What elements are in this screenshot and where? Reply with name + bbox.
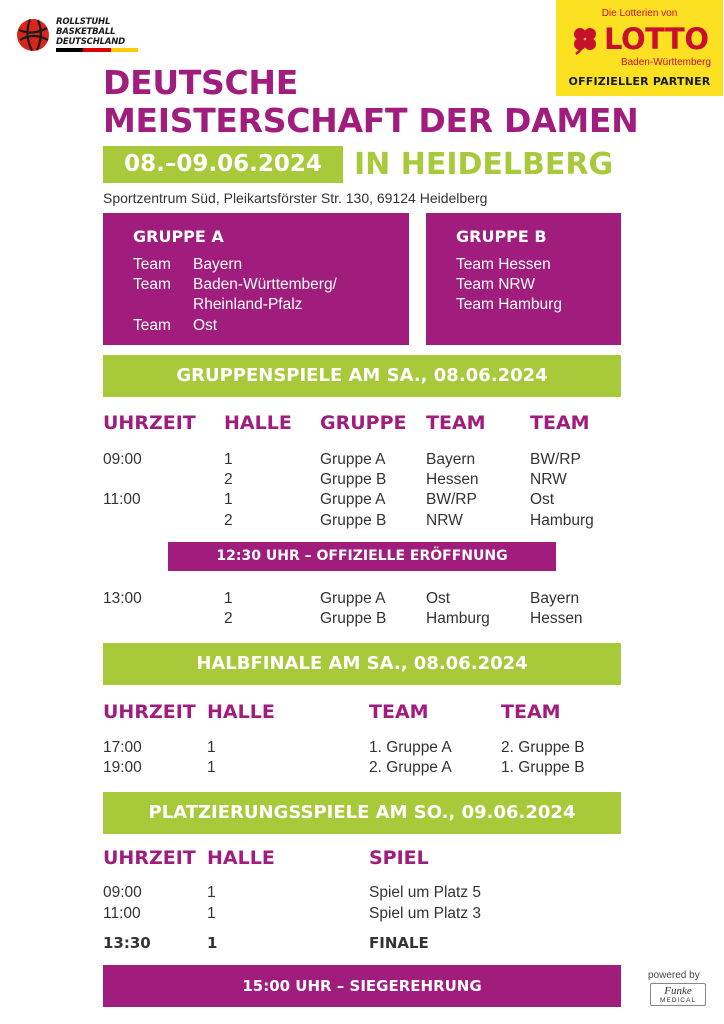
group-a-team: Team Baden-Württemberg/	[133, 276, 337, 293]
clover-icon	[570, 25, 600, 55]
group-b-title: GRUPPE B	[456, 227, 547, 246]
group-b-box	[426, 213, 621, 345]
group-a-team: Rheinland-Pfalz	[193, 296, 303, 313]
cell-team: BW/RP	[530, 451, 581, 468]
cell-time: 11:00	[103, 491, 141, 508]
placement-banner: PLATZIERUNGSSPIELE AM SO., 09.06.2024	[103, 792, 621, 834]
cell-time: 19:00	[103, 759, 142, 776]
cell-team: Hessen	[426, 471, 479, 488]
cell-group: Gruppe B	[320, 610, 387, 627]
final-game: FINALE	[369, 934, 429, 952]
cell-game: Spiel um Platz 3	[369, 905, 481, 922]
col-header-hall: HALLE	[207, 847, 275, 869]
event-city: IN HEIDELBERG	[354, 147, 614, 182]
cell-team: Bayern	[530, 590, 580, 607]
cell-team: Ost	[530, 491, 555, 508]
cell-team: 2. Gruppe A	[369, 759, 452, 776]
cell-team: Hamburg	[530, 512, 594, 529]
col-header-team: TEAM	[501, 701, 561, 723]
cell-hall: 1	[207, 884, 216, 901]
col-header-team: TEAM	[369, 701, 429, 723]
page-title: DEUTSCHE MEISTERSCHAFT DER DAMEN	[103, 63, 639, 140]
rbd-logo-text: ROLLSTUHL BASKETBALL DEUTSCHLAND	[56, 17, 125, 47]
cell-hall: 1	[207, 739, 216, 756]
group-a-box	[103, 213, 409, 345]
event-date: 08.–09.06.2024	[103, 146, 343, 183]
cell-time: 09:00	[103, 884, 142, 901]
partner-label: OFFIZIELLER PARTNER	[568, 75, 711, 88]
group-b-team: Team Hamburg	[456, 296, 562, 313]
semifinal-banner: HALBFINALE AM SA., 08.06.2024	[103, 643, 621, 685]
cell-time: 13:00	[103, 590, 142, 607]
opening-banner: 12:30 UHR – OFFIZIELLE ERÖFFNUNG	[168, 542, 556, 571]
col-header-time: UHRZEIT	[103, 412, 196, 434]
group-b-team: Team Hessen	[456, 256, 551, 273]
cell-hall: 1	[224, 451, 233, 468]
funke-medical-logo	[650, 983, 706, 1006]
cell-group: Gruppe A	[320, 491, 386, 508]
cell-group: Gruppe A	[320, 451, 386, 468]
cell-hall: 2	[224, 512, 233, 529]
funke-brand: Funke	[664, 985, 692, 997]
col-header-hall: HALLE	[207, 701, 275, 723]
group-a-team: Team Bayern	[133, 256, 243, 273]
cell-hall: 1	[207, 905, 216, 922]
final-hall: 1	[207, 934, 218, 952]
col-header-group: GRUPPE	[320, 412, 407, 434]
cell-hall: 1	[224, 491, 233, 508]
col-header-hall: HALLE	[224, 412, 292, 434]
lotto-region: Baden-Württemberg	[620, 57, 711, 68]
cell-time: 11:00	[103, 905, 141, 922]
cell-group: Gruppe A	[320, 590, 386, 607]
group-b-team: Team NRW	[456, 276, 535, 293]
group-a-title: GRUPPE A	[133, 227, 224, 246]
cell-team: NRW	[530, 471, 567, 488]
cell-team: 1. Gruppe B	[501, 759, 585, 776]
cell-team: NRW	[426, 512, 463, 529]
col-header-team: TEAM	[426, 412, 486, 434]
venue-address: Sportzentrum Süd, Pleikartsförster Str. 130, 69124 Heidelberg	[103, 190, 488, 206]
cell-team: 2. Gruppe B	[501, 739, 585, 756]
col-header-time: UHRZEIT	[103, 701, 196, 723]
col-header-game: SPIEL	[369, 847, 429, 869]
group-a-team: Team Ost	[133, 317, 218, 334]
funke-sub: MEDICAL	[660, 997, 696, 1004]
cell-team: Ost	[426, 590, 451, 607]
rbd-logo	[16, 15, 146, 55]
ceremony-banner: 15:00 UHR – SIEGEREHRUNG	[103, 965, 621, 1007]
cell-hall: 2	[224, 471, 233, 488]
powered-by-label: powered by	[648, 970, 700, 981]
group-stage-banner: GRUPPENSPIELE AM SA., 08.06.2024	[103, 355, 621, 397]
cell-time: 17:00	[103, 739, 142, 756]
cell-team: Hamburg	[426, 610, 490, 627]
final-time: 13:30	[103, 934, 151, 952]
lotto-tagline: Die Lotterien von	[601, 8, 678, 19]
cell-team: 1. Gruppe A	[369, 739, 452, 756]
cell-hall: 2	[224, 610, 233, 627]
german-flag-stripes	[56, 48, 138, 52]
cell-team: Bayern	[426, 451, 476, 468]
cell-hall: 1	[207, 759, 216, 776]
cell-team: Hessen	[530, 610, 583, 627]
cell-time: 09:00	[103, 451, 142, 468]
cell-team: BW/RP	[426, 491, 477, 508]
cell-game: Spiel um Platz 5	[369, 884, 481, 901]
cell-group: Gruppe B	[320, 512, 387, 529]
col-header-time: UHRZEIT	[103, 847, 196, 869]
col-header-team: TEAM	[530, 412, 590, 434]
cell-hall: 1	[224, 590, 233, 607]
cell-group: Gruppe B	[320, 471, 387, 488]
lotto-brand: LOTTO	[604, 22, 709, 56]
basketball-icon	[16, 18, 50, 52]
